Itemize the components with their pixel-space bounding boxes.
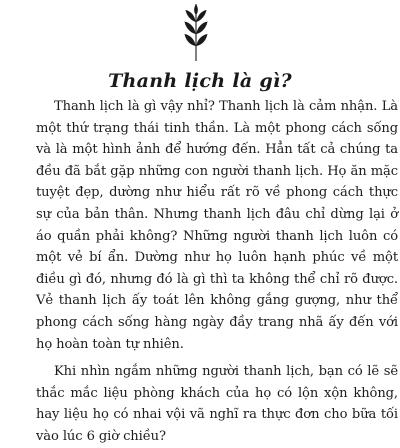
paragraph: Thanh lịch là gì vậy nhỉ? Thanh lịch là cảm nhận. Là một thứ trạng thái tinh thần. Là một phong cách sống và là một hình ảnh để hướng đến. Hẳn tất cả chúng ta đều đã bắt gặp những con người thanh lịch. Họ ăn mặc tuyệt đẹp, dường như hiểu rất rõ về phong cách thực sự của bản thân. Nhưng thanh lịch đâu chỉ dừng lại ở áo quần phải không? Những người thanh lịch luôn có một vẻ bí ẩn. Dường như họ luôn hạnh phúc về một điều gì đó, nhưng đó là gì thì ta không thể chỉ rõ được. Vẻ thanh lịch ấy toát lên không gắng gượng, như thể phong cách sống hàng ngày đầy trang nhã ấy đến với họ hoàn toàn tự nhiên.: [36, 99, 398, 352]
chapter-title: Thanh lịch là gì?: [108, 70, 292, 92]
paragraph: Khi nhìn ngắm những người thanh lịch, bạn có lẽ sẽ thắc mắc liệu phòng khách của họ có lộn xộn không, hay liệu họ có nhai vội vã nghĩ ra thực đơn cho bữa tối vào lúc 6 giờ chiều?: [36, 364, 398, 444]
body-text: [36, 96, 398, 448]
leaf-sprig-icon: [181, 0, 211, 62]
